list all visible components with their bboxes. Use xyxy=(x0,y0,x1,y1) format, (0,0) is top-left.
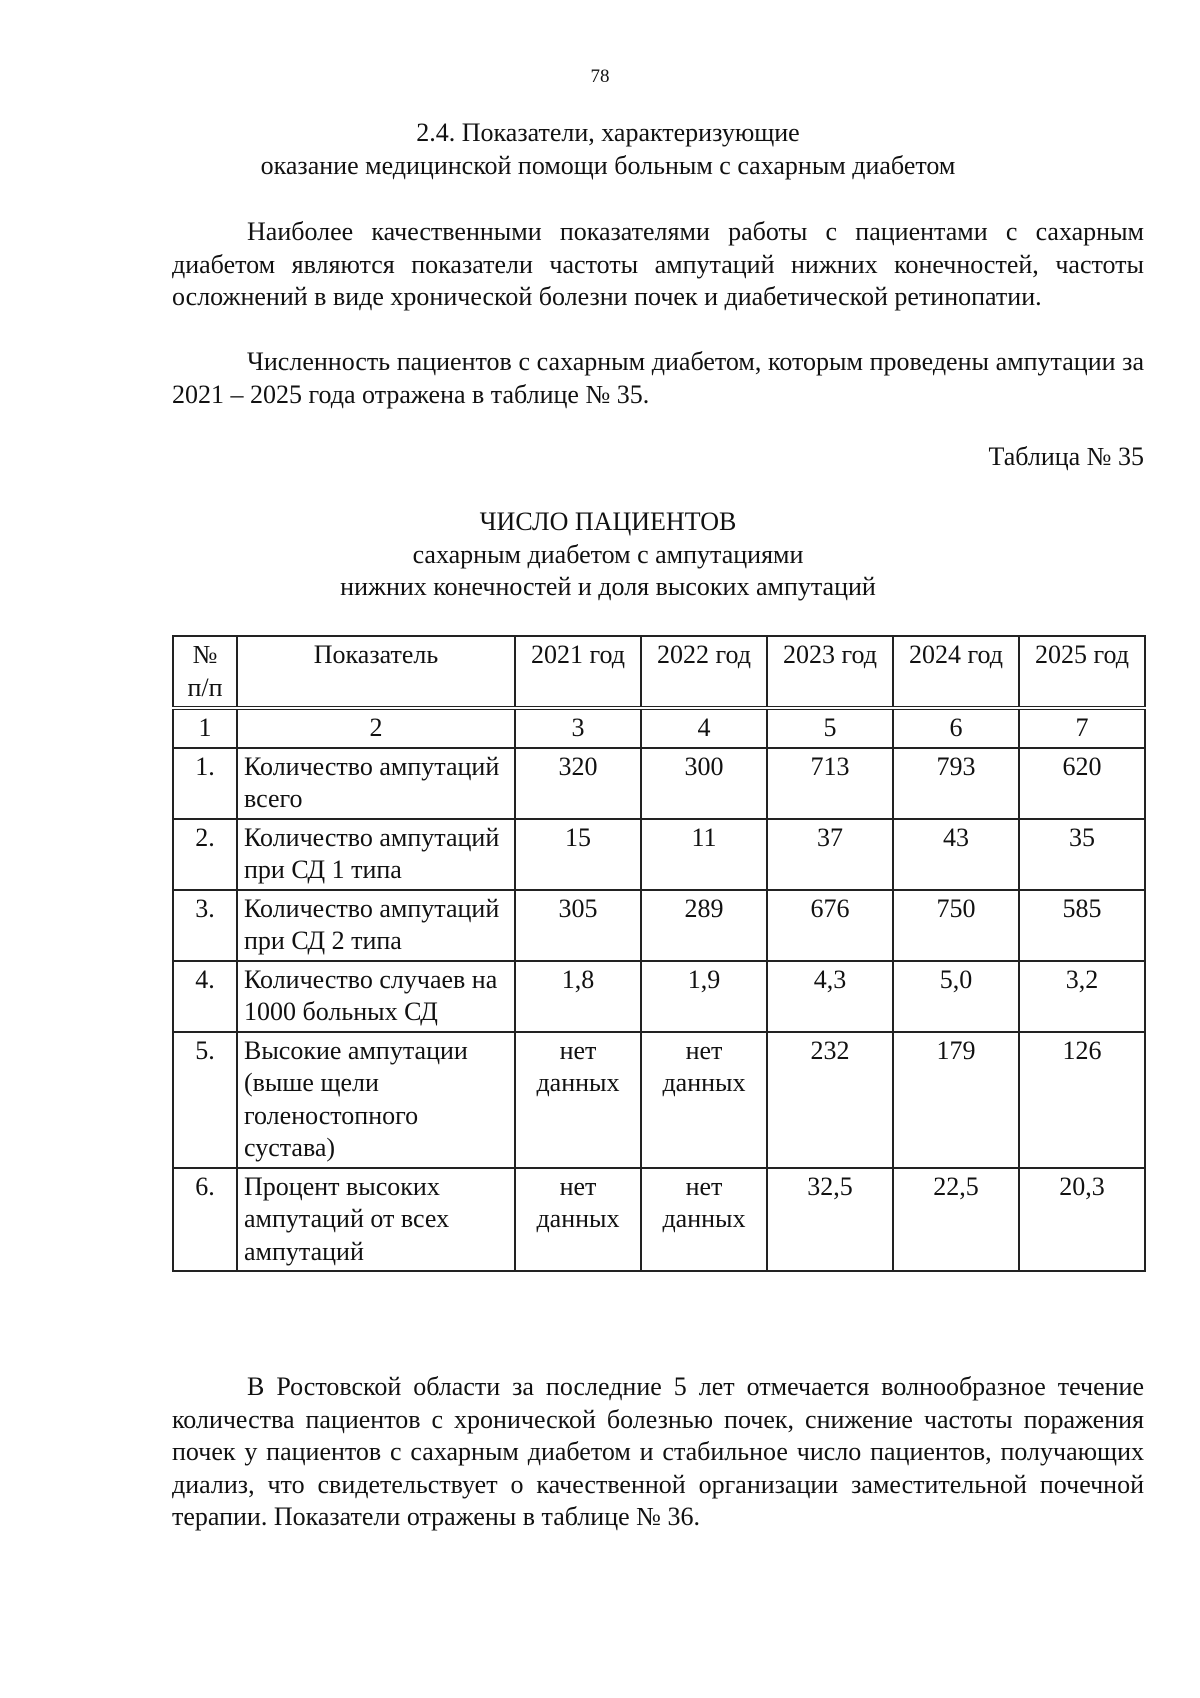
value-cell: 4,3 xyxy=(767,961,893,1032)
indicator-cell: Количество ампутаций всего xyxy=(237,748,515,819)
table-title-line-2: сахарным диабетом с ампутациями xyxy=(412,539,804,569)
table-title xyxy=(160,506,1056,604)
table-header-row xyxy=(173,636,1145,708)
header-cell-2021: 2021 год xyxy=(515,636,641,708)
amputations-table xyxy=(172,635,1146,1272)
value-cell: 43 xyxy=(893,819,1019,890)
table-reference-paragraph: Численность пациентов с сахарным диабетом, которым проведены ампутации за 2021 – 2025 года отражена в таблице № 35. xyxy=(172,347,1144,409)
header-cell-2025: 2025 год xyxy=(1019,636,1145,708)
value-cell: 750 xyxy=(893,890,1019,961)
table-title-line-3: нижних конечностей и доля высоких ампутаций xyxy=(340,572,876,601)
table-row xyxy=(173,890,1145,961)
value-cell: 126 xyxy=(1019,1032,1145,1168)
indicator-cell: Количество ампутаций при СД 2 типа xyxy=(237,890,515,961)
value-cell: 1,9 xyxy=(641,961,767,1032)
table-row xyxy=(173,819,1145,890)
kidney-disease-paragraph: В Ростовской области за последние 5 лет отмечается волнообразное течение количества пациентов с хронической болезнью почек, снижение частоты поражения почек у пациентов с сахарным диабетом и стабильное число пациентов, получающих диализ, что свидетельствует о качественной организации заместительной почечной терапии. Показатели отражены в таблице № 36. xyxy=(172,1372,1144,1531)
header-cell-2023: 2023 год xyxy=(767,636,893,708)
indicator-cell: Процент высоких ампутаций от всех ампутаций xyxy=(237,1168,515,1272)
indicator-cell: Количество ампутаций при СД 1 типа xyxy=(237,819,515,890)
value-cell: нет данных xyxy=(515,1168,641,1272)
row-number-cell: 3. xyxy=(173,890,237,961)
value-cell: нет данных xyxy=(515,1032,641,1168)
column-number-row xyxy=(173,708,1145,748)
value-cell: 232 xyxy=(767,1032,893,1168)
value-cell: нет данных xyxy=(641,1032,767,1168)
indicator-cell: Количество случаев на 1000 больных СД xyxy=(237,961,515,1032)
column-number-cell: 5 xyxy=(767,708,893,748)
row-number-cell: 5. xyxy=(173,1032,237,1168)
value-cell: 5,0 xyxy=(893,961,1019,1032)
table-row xyxy=(173,961,1145,1032)
value-cell: 11 xyxy=(641,819,767,890)
value-cell: 3,2 xyxy=(1019,961,1145,1032)
value-cell: 20,3 xyxy=(1019,1168,1145,1272)
value-cell: 15 xyxy=(515,819,641,890)
table-row xyxy=(173,1168,1145,1272)
value-cell: 22,5 xyxy=(893,1168,1019,1272)
column-number-cell: 6 xyxy=(893,708,1019,748)
row-number-cell: 2. xyxy=(173,819,237,890)
column-number-cell: 1 xyxy=(173,708,237,748)
row-number-cell: 6. xyxy=(173,1168,237,1272)
value-cell: 320 xyxy=(515,748,641,819)
table-title-line-1: ЧИСЛО ПАЦИЕНТОВ xyxy=(479,507,737,536)
value-cell: 305 xyxy=(515,890,641,961)
column-number-cell: 4 xyxy=(641,708,767,748)
value-cell: 179 xyxy=(893,1032,1019,1168)
row-number-cell: 1. xyxy=(173,748,237,819)
value-cell: 676 xyxy=(767,890,893,961)
value-cell: 1,8 xyxy=(515,961,641,1032)
value-cell: 793 xyxy=(893,748,1019,819)
indicator-cell: Высокие ампутации (выше щели голеностопного сустава) xyxy=(237,1032,515,1168)
value-cell: 585 xyxy=(1019,890,1145,961)
header-cell-indicator: Показатель xyxy=(237,636,515,708)
header-cell-2024: 2024 год xyxy=(893,636,1019,708)
row-number-cell: 4. xyxy=(173,961,237,1032)
section-title xyxy=(160,116,1056,182)
value-cell: 35 xyxy=(1019,819,1145,890)
section-title-line-2: оказание медицинской помощи больным с сахарным диабетом xyxy=(260,151,956,180)
column-number-cell: 7 xyxy=(1019,708,1145,748)
header-cell-number: № п/п xyxy=(173,636,237,708)
page-number: 78 xyxy=(590,66,610,87)
column-number-cell: 3 xyxy=(515,708,641,748)
value-cell: 289 xyxy=(641,890,767,961)
value-cell: 37 xyxy=(767,819,893,890)
table-row xyxy=(173,1032,1145,1168)
section-title-line-1: 2.4. Показатели, характеризующие xyxy=(416,118,800,147)
value-cell: 300 xyxy=(641,748,767,819)
intro-paragraph: Наиболее качественными показателями работы с пациентами с сахарным диабетом являются показатели частоты ампутаций нижних конечностей, частоты осложнений в виде хронической болезни почек и диабетической ретинопатии. xyxy=(172,217,1144,311)
value-cell: 32,5 xyxy=(767,1168,893,1272)
value-cell: 620 xyxy=(1019,748,1145,819)
column-number-cell: 2 xyxy=(237,708,515,748)
value-cell: нет данных xyxy=(641,1168,767,1272)
table-caption: Таблица № 35 xyxy=(988,442,1144,471)
table-row xyxy=(173,748,1145,819)
value-cell: 713 xyxy=(767,748,893,819)
header-cell-2022: 2022 год xyxy=(641,636,767,708)
